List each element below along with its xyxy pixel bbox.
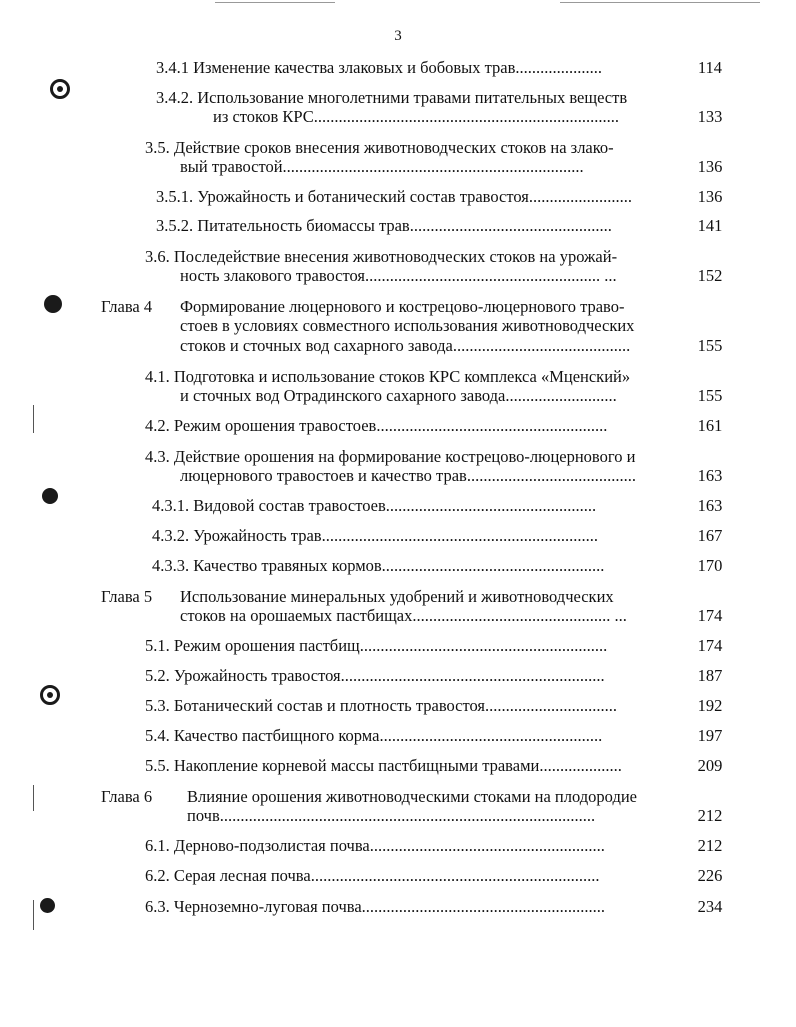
toc-entry-text: 3.5.2. Питательность биомассы трав................................................. bbox=[156, 216, 612, 235]
chapter-label: Глава 6 bbox=[101, 787, 153, 806]
toc-entry-text: стоков и сточных вод сахарного завода........................................... bbox=[180, 336, 631, 355]
toc-entry-text: 5.1. Режим орошения пастбищ............................................................ bbox=[145, 636, 608, 655]
toc-entry-text: 4.3.3. Качество травяных кормов...................................................... bbox=[152, 556, 605, 575]
toc-entry-text: 4.3. Действие орошения на формирование кострецово-люцернового и bbox=[145, 447, 636, 466]
toc-entry-text: люцернового травостоев и качество трав......................................... bbox=[180, 466, 636, 485]
toc-entry-text: 5.3. Ботанический состав и плотность травостоя................................ bbox=[145, 696, 617, 715]
toc-entry-text: 5.2. Урожайность травостоя................................................................ bbox=[145, 666, 605, 685]
toc-page-number: 163 bbox=[697, 466, 723, 485]
toc-entry-text: 6.3. Черноземно-луговая почва........................................................... bbox=[145, 897, 606, 916]
toc-page-number: 152 bbox=[697, 266, 723, 285]
toc-entry-text: 4.1. Подготовка и использование стоков КРС комплекса «Мценский» bbox=[145, 367, 631, 386]
scan-edge-line bbox=[215, 2, 335, 3]
binder-hole-mark bbox=[40, 685, 60, 705]
toc-entry-text: Влияние орошения животноводческими стоками на плодородие bbox=[187, 787, 637, 806]
chapter-label: Глава 5 bbox=[101, 587, 153, 606]
toc-page-number: 212 bbox=[697, 836, 723, 855]
toc-entry-text: 5.4. Качество пастбищного корма...................................................... bbox=[145, 726, 603, 745]
toc-entry-text: Использование минеральных удобрений и животноводческих bbox=[180, 587, 614, 606]
toc-entry-text: 6.1. Дерново-подзолистая почва......................................................... bbox=[145, 836, 605, 855]
chapter-label: Глава 4 bbox=[101, 297, 153, 316]
toc-entry-text: 3.6. Последействие внесения животноводческих стоков на урожай- bbox=[145, 247, 618, 266]
toc-page-number: 226 bbox=[697, 866, 723, 885]
toc-page-number: 209 bbox=[697, 756, 723, 775]
toc-entry-text: стоков на орошаемых пастбищах................................................ ... bbox=[180, 606, 627, 625]
toc-page-number: 174 bbox=[697, 636, 723, 655]
scan-edge-line bbox=[560, 2, 760, 3]
binder-hole-mark bbox=[50, 79, 70, 99]
toc-page-number: 155 bbox=[697, 386, 723, 405]
toc-page-number: 192 bbox=[697, 696, 723, 715]
toc-page-number: 133 bbox=[697, 107, 723, 126]
toc-page-number: 167 bbox=[697, 526, 723, 545]
scan-edge-line bbox=[33, 900, 34, 930]
binder-hole-mark bbox=[44, 295, 62, 313]
toc-entry-text: 3.4.2. Использование многолетними травами питательных веществ bbox=[156, 88, 628, 107]
scan-edge-line bbox=[33, 405, 34, 433]
binder-hole-mark bbox=[40, 898, 55, 913]
toc-entry-text: 5.5. Накопление корневой массы пастбищными травами.................... bbox=[145, 756, 622, 775]
toc-entry-text: и сточных вод Отрадинского сахарного завода........................... bbox=[180, 386, 617, 405]
toc-page-number: 114 bbox=[697, 58, 723, 77]
toc-entry-text: 3.4.1 Изменение качества злаковых и бобовых трав..................... bbox=[156, 58, 603, 77]
toc-page-number: 155 bbox=[697, 336, 723, 355]
toc-page-number: 187 bbox=[697, 666, 723, 685]
toc-entry-text: из стоков КРС.......................................................................... bbox=[213, 107, 620, 126]
toc-entry-text: ность злакового травостоя......................................................... ... bbox=[180, 266, 617, 285]
toc-entry-text: стоев в условиях совместного использования животноводческих bbox=[180, 316, 635, 335]
page-number: 3 bbox=[394, 28, 402, 44]
toc-page-number: 163 bbox=[697, 496, 723, 515]
toc-page-number: 234 bbox=[697, 897, 723, 916]
toc-entry-text: Формирование люцернового и кострецово-люцернового траво- bbox=[180, 297, 625, 316]
toc-page-number: 136 bbox=[697, 187, 723, 206]
toc-page-number: 141 bbox=[697, 216, 723, 235]
toc-entry-text: 4.2. Режим орошения травостоев........................................................ bbox=[145, 416, 608, 435]
toc-entry-text: вый травостой......................................................................... bbox=[180, 157, 584, 176]
scan-edge-line bbox=[33, 785, 34, 811]
toc-page-number: 174 bbox=[697, 606, 723, 625]
binder-hole-mark bbox=[42, 488, 58, 504]
toc-entry-text: 3.5.1. Урожайность и ботанический состав травостоя......................... bbox=[156, 187, 632, 206]
toc-page-number: 136 bbox=[697, 157, 723, 176]
toc-page-number: 197 bbox=[697, 726, 723, 745]
toc-page-number: 170 bbox=[697, 556, 723, 575]
toc-page-number: 212 bbox=[697, 806, 723, 825]
toc-entry-text: 4.3.1. Видовой состав травостоев................................................... bbox=[152, 496, 597, 515]
toc-entry-text: 4.3.2. Урожайность трав................................................................... bbox=[152, 526, 598, 545]
toc-page-number: 161 bbox=[697, 416, 723, 435]
toc-entry-text: почв........................................................................................... bbox=[187, 806, 596, 825]
toc-entry-text: 3.5. Действие сроков внесения животноводческих стоков на злако- bbox=[145, 138, 614, 157]
toc-entry-text: 6.2. Серая лесная почва...................................................................... bbox=[145, 866, 600, 885]
